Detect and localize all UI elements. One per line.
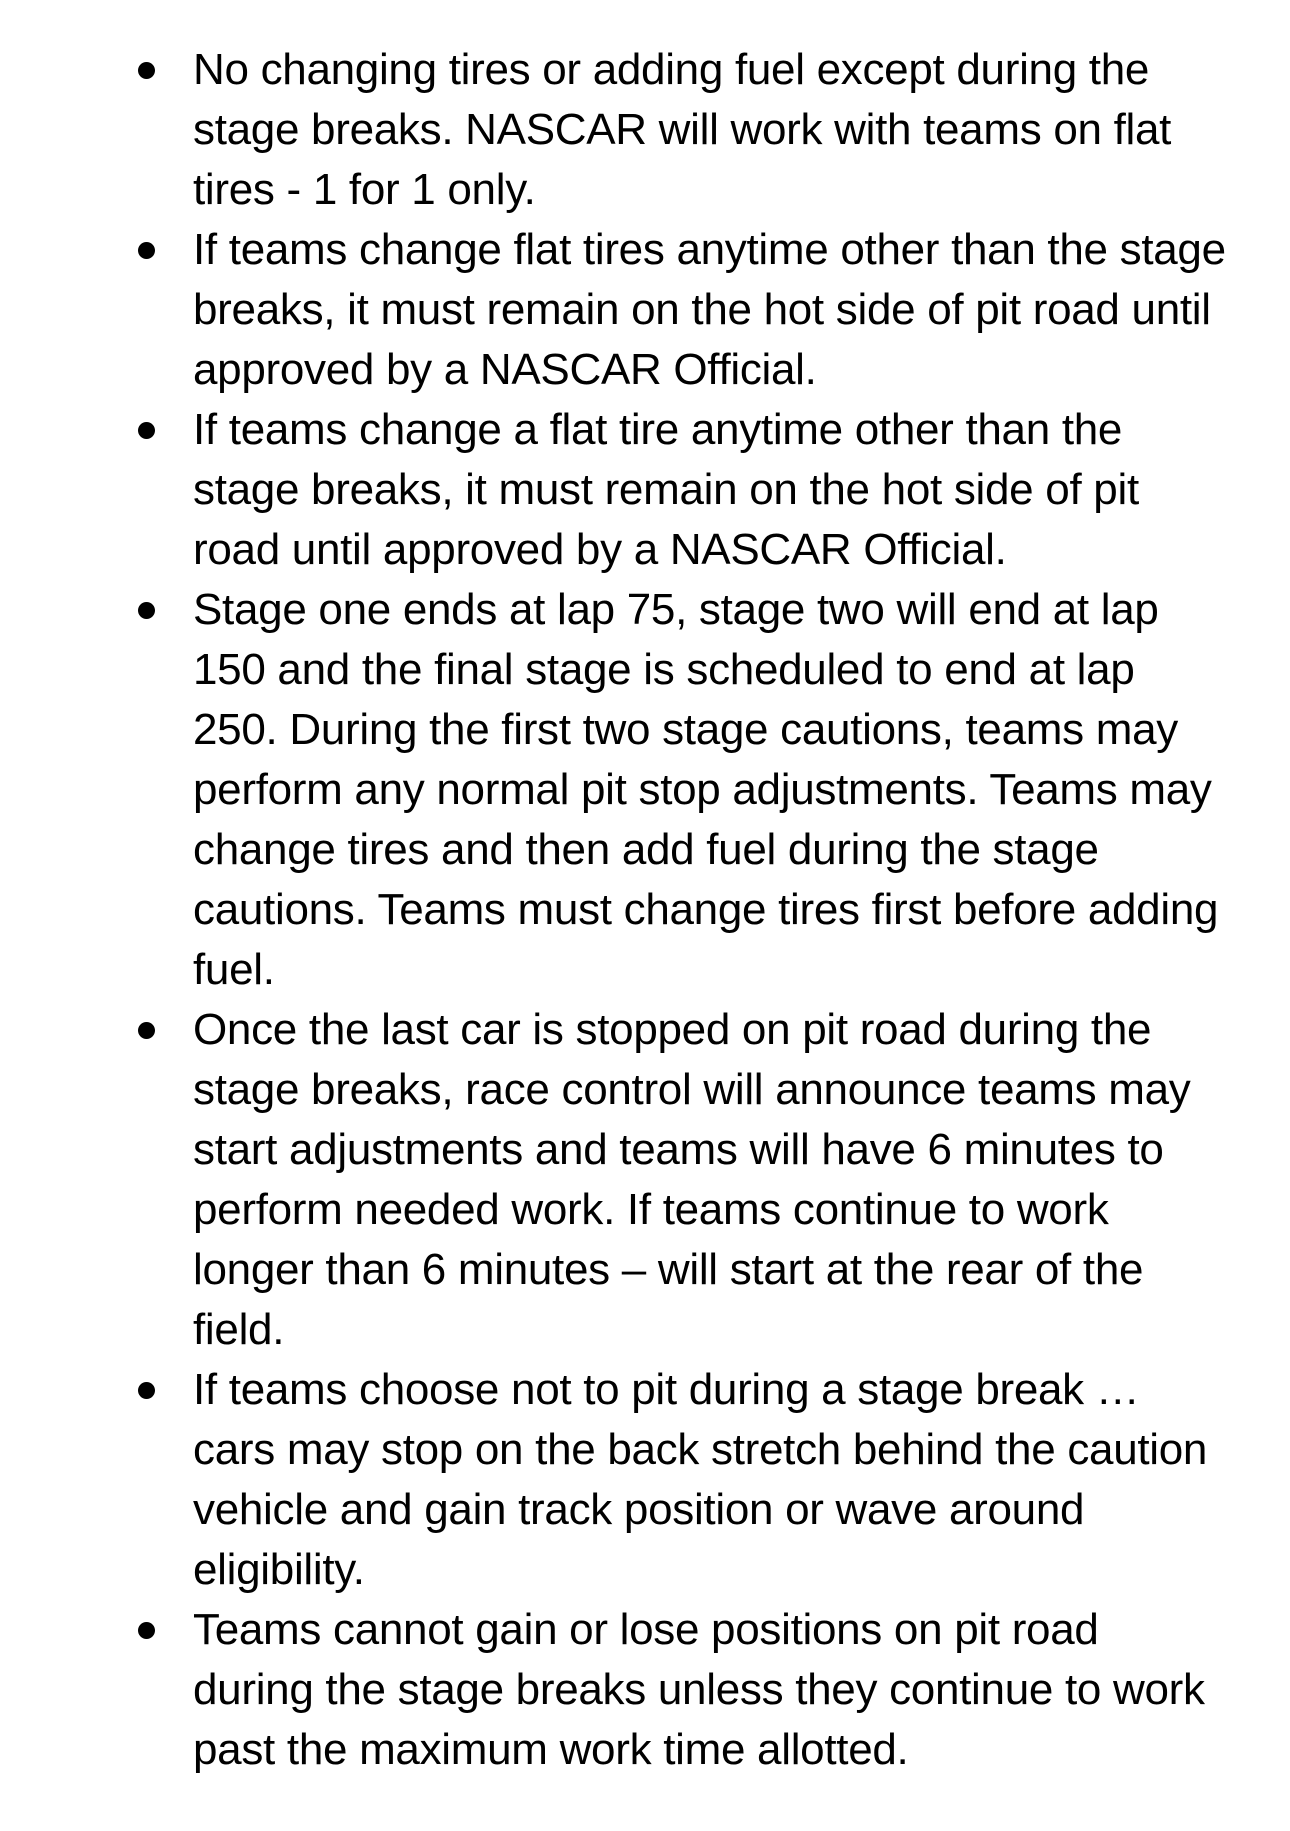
rule-text: If teams choose not to pit during a stage break … cars may stop on the back stretch behind the caution vehicle and gain track position or wave around eligibility.	[193, 1365, 1208, 1594]
bullet-icon	[138, 62, 155, 79]
rule-item	[0, 580, 1290, 1000]
rule-item	[0, 1360, 1290, 1600]
rule-item	[0, 400, 1290, 580]
rules-list	[0, 40, 1290, 1780]
bullet-icon	[138, 602, 155, 619]
bullet-icon	[138, 242, 155, 259]
bullet-icon	[138, 1382, 155, 1399]
rule-text: If teams change a flat tire anytime other than the stage breaks, it must remain on the hot side of pit road until approved by a NASCAR Official.	[193, 405, 1139, 574]
rule-item	[0, 40, 1290, 220]
rule-text: Once the last car is stopped on pit road during the stage breaks, race control will announce teams may start adjustments and teams will have 6 minutes to perform needed work. If teams continue to work longer than 6 minutes – will start at the rear of the field.	[193, 1005, 1191, 1354]
rule-text: Stage one ends at lap 75, stage two will end at lap 150 and the final stage is scheduled to end at lap 250. During the first two stage cautions, teams may perform any normal pit stop adjustments. Teams may change tires and then add fuel during the stage cautions. Teams must change tires first before adding fuel.	[193, 585, 1219, 994]
rule-text: No changing tires or adding fuel except during the stage breaks. NASCAR will work with teams on flat tires - 1 for 1 only.	[193, 45, 1172, 214]
bullet-icon	[138, 422, 155, 439]
rule-text: Teams cannot gain or lose positions on pit road during the stage breaks unless they continue to work past the maximum work time allotted.	[193, 1605, 1205, 1774]
rule-text: If teams change flat tires anytime other than the stage breaks, it must remain on the hot side of pit road until approved by a NASCAR Official.	[193, 225, 1226, 394]
bullet-icon	[138, 1022, 155, 1039]
rule-item	[0, 220, 1290, 400]
bullet-icon	[138, 1622, 155, 1639]
rules-document	[0, 40, 1290, 1780]
rule-item	[0, 1000, 1290, 1360]
rule-item	[0, 1600, 1290, 1780]
